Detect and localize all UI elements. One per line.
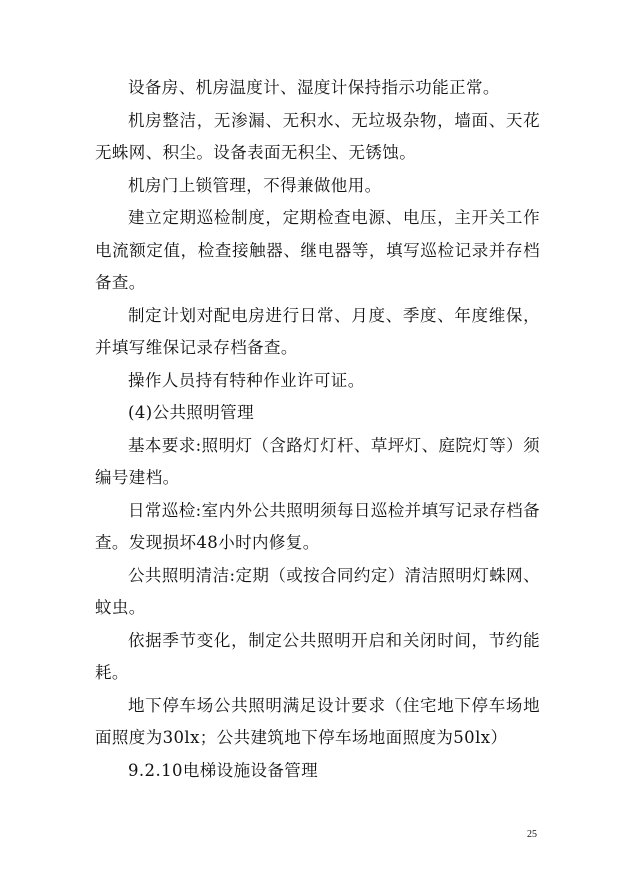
paragraph-lighting-cleaning: 公共照明清洁:定期（或按合同约定）清洁照明灯蛛网、蚊虫。 [95,565,540,617]
section-heading-elevator: 9.2.10电梯设施设备管理 [128,760,319,780]
paragraph-operator-license: 操作人员持有特种作业许可证。 [128,370,365,390]
paragraph-room-cleanliness: 机房整洁，无渗漏、无积水、无垃圾杂物，墙面、天花无蛛网、积尘。设备表面无积尘、无锈蚀。 [95,110,540,162]
paragraph-basic-requirements: 基本要求:照明灯（含路灯灯杆、草坪灯、庭院灯等）须编号建档。 [95,435,540,487]
paragraph-door-lock: 机房门上锁管理，不得兼做他用。 [128,175,382,195]
paragraph-parking-lighting: 地下停车场公共照明满足设计要求（住宅地下停车场地面照度为30lx；公共建筑地下停车场地面照度为50lx） [95,695,540,747]
paragraph-thermometer: 设备房、机房温度计、湿度计保持指示功能正常。 [128,78,500,97]
section-heading-public-lighting: (4)公共照明管理 [128,403,254,422]
page-number: 25 [527,829,537,840]
paragraph-maintenance-plan: 制定计划对配电房进行日常、月度、季度、年度维保，并填写维保记录存档备查。 [95,305,540,357]
paragraph-inspection-system: 建立定期巡检制度，定期检查电源、电压，主开关工作电流额定值，检查接触器、继电器等，填写巡检记录并存档备查。 [95,208,540,292]
paragraph-daily-inspection: 日常巡检:室内外公共照明须每日巡检并填写记录存档备查。发现损坏48小时内修复。 [95,500,540,552]
paragraph-seasonal-schedule: 依据季节变化，制定公共照明开启和关闭时间，节约能耗。 [95,630,540,682]
document-body [95,72,540,787]
